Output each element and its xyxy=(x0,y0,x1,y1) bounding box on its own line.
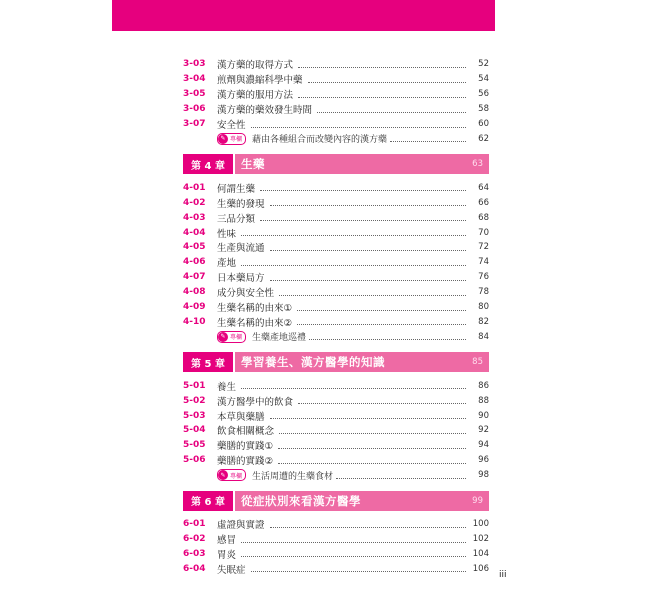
entry-number: 5-04 xyxy=(183,425,206,436)
entry-page: 86 xyxy=(478,380,489,391)
leader-dots xyxy=(241,556,466,557)
toc-entry[interactable] xyxy=(183,102,489,117)
leader-dots xyxy=(317,112,466,113)
page-number: iii xyxy=(499,570,507,580)
entry-page: 100 xyxy=(472,519,489,530)
leader-dots xyxy=(270,527,466,528)
toc-entry[interactable] xyxy=(183,517,489,532)
leader-dots xyxy=(298,97,466,98)
entry-title: 藥膳的實踐① xyxy=(217,441,274,453)
leader-dots xyxy=(241,542,466,543)
entry-number: 4-08 xyxy=(183,287,206,298)
entry-page: 92 xyxy=(478,425,489,436)
column-page: 98 xyxy=(478,470,489,481)
column-entry[interactable] xyxy=(183,329,489,344)
entry-number: 5-03 xyxy=(183,410,206,421)
entry-number: 5-05 xyxy=(183,440,206,451)
entry-number: 4-02 xyxy=(183,197,206,208)
toc-entry[interactable] xyxy=(183,195,489,210)
leader-dots xyxy=(298,67,466,68)
toc-entry[interactable] xyxy=(183,532,489,547)
entry-title: 漢方藥的取得方式 xyxy=(217,60,294,72)
entry-page: 52 xyxy=(478,59,489,70)
entry-number: 4-04 xyxy=(183,227,206,238)
entry-title: 何謂生藥 xyxy=(217,183,256,195)
chapter-header xyxy=(183,352,489,372)
leader-dots xyxy=(241,388,466,389)
toc-entry[interactable] xyxy=(183,408,489,423)
header-color-bar xyxy=(112,0,495,31)
entry-page: 88 xyxy=(478,395,489,406)
column-title: 藉由各種組合而改變內容的漢方藥 xyxy=(252,135,388,146)
entry-page: 72 xyxy=(478,242,489,253)
entry-title: 三品分類 xyxy=(217,213,256,225)
toc-entry[interactable] xyxy=(183,255,489,270)
leader-dots xyxy=(251,127,466,128)
chapter-label: 第 4 章 xyxy=(183,154,233,174)
leader-dots xyxy=(241,235,466,236)
entry-page: 96 xyxy=(478,455,489,466)
entry-title: 日本藥局方 xyxy=(217,273,265,285)
column-badge xyxy=(217,331,246,343)
chapter-label: 第 6 章 xyxy=(183,491,233,511)
toc-entry[interactable] xyxy=(183,546,489,561)
entry-title: 飲食相關概念 xyxy=(217,426,275,438)
entry-page: 58 xyxy=(478,104,489,115)
table-of-contents xyxy=(183,57,489,576)
entry-number: 5-06 xyxy=(183,455,206,466)
entry-title: 生藥的發現 xyxy=(217,198,265,210)
leader-dots xyxy=(309,339,466,340)
entry-page: 64 xyxy=(478,182,489,193)
chapter-title: 生藥 xyxy=(235,154,443,174)
entry-page: 106 xyxy=(472,563,489,574)
chapter-page: 85 xyxy=(443,352,489,372)
entry-title: 安全性 xyxy=(217,120,246,131)
chapter-title: 從症狀別來看漢方醫學 xyxy=(235,491,443,511)
column-entry[interactable] xyxy=(183,131,489,146)
leader-dots xyxy=(278,448,466,449)
leader-dots xyxy=(308,82,466,83)
entry-title: 生藥名稱的由來② xyxy=(217,317,293,329)
entry-number: 3-06 xyxy=(183,104,206,115)
toc-entry[interactable] xyxy=(183,57,489,72)
column-badge xyxy=(217,133,246,145)
column-badge xyxy=(217,469,246,481)
entry-title: 漢方藥的服用方法 xyxy=(217,90,294,102)
toc-entry[interactable] xyxy=(183,453,489,468)
column-title: 生藥產地巡禮 xyxy=(252,333,307,344)
leader-dots xyxy=(336,478,466,479)
entry-page: 66 xyxy=(478,197,489,208)
toc-entry[interactable] xyxy=(183,180,489,195)
entry-title: 養生 xyxy=(217,381,237,393)
leader-dots xyxy=(270,280,466,281)
toc-entry[interactable] xyxy=(183,117,489,132)
entry-title: 漢方醫學中的飲食 xyxy=(217,396,294,408)
chapter-header xyxy=(183,491,489,511)
entry-title: 漢方藥的藥效發生時間 xyxy=(217,105,313,117)
column-badge-label: 專欄 xyxy=(230,334,243,342)
entry-title: 煎劑與濃縮科學中藥 xyxy=(217,75,303,87)
toc-entry[interactable] xyxy=(183,240,489,255)
entry-number: 3-07 xyxy=(183,119,206,129)
entry-page: 94 xyxy=(478,440,489,451)
entry-page: 90 xyxy=(478,410,489,421)
leader-dots xyxy=(298,403,466,404)
entry-page: 102 xyxy=(472,534,489,545)
entry-number: 5-01 xyxy=(183,380,206,391)
entry-title: 性味 xyxy=(217,228,237,240)
leader-dots xyxy=(297,324,466,325)
entry-page: 104 xyxy=(472,548,489,559)
column-badge-label: 專欄 xyxy=(230,472,243,480)
leader-dots xyxy=(279,295,466,296)
toc-entry[interactable] xyxy=(183,270,489,285)
leader-dots xyxy=(270,418,466,419)
toc-entry[interactable] xyxy=(183,314,489,329)
leader-dots xyxy=(278,463,466,464)
chapter-page: 99 xyxy=(443,491,489,511)
column-icon: ✎ xyxy=(218,332,228,342)
toc-entry[interactable] xyxy=(183,285,489,300)
entry-number: 5-02 xyxy=(183,395,206,406)
entry-page: 54 xyxy=(478,74,489,85)
entry-number: 4-05 xyxy=(183,242,206,253)
entry-number: 6-03 xyxy=(183,548,206,559)
entry-page: 70 xyxy=(478,227,489,238)
column-icon: ✎ xyxy=(218,134,228,144)
leader-dots xyxy=(297,310,466,311)
toc-entry[interactable] xyxy=(183,300,489,315)
entry-number: 6-04 xyxy=(183,563,206,574)
entry-page: 78 xyxy=(478,287,489,298)
leader-dots xyxy=(260,220,466,221)
entry-page: 74 xyxy=(478,257,489,268)
toc-entry[interactable] xyxy=(183,561,489,576)
column-page: 84 xyxy=(478,331,489,342)
toc-entry[interactable] xyxy=(183,210,489,225)
entry-title: 胃炎 xyxy=(217,549,237,561)
chapter-header xyxy=(183,154,489,174)
entry-number: 4-10 xyxy=(183,316,206,327)
column-page: 62 xyxy=(478,133,489,144)
entry-title: 產地 xyxy=(217,258,237,270)
entry-title: 感冒 xyxy=(217,535,237,547)
entry-title: 生藥名稱的由來① xyxy=(217,303,293,315)
entry-page: 76 xyxy=(478,272,489,283)
entry-number: 6-02 xyxy=(183,534,206,545)
toc-entry[interactable] xyxy=(183,378,489,393)
entry-number: 4-03 xyxy=(183,212,206,223)
column-title: 生活周遭的生藥食材 xyxy=(252,471,334,482)
toc-entry[interactable] xyxy=(183,72,489,87)
leader-dots xyxy=(390,141,466,142)
entry-page: 60 xyxy=(478,119,489,129)
leader-dots xyxy=(270,250,466,251)
entry-page: 68 xyxy=(478,212,489,223)
entry-number: 4-07 xyxy=(183,272,206,283)
toc-entry[interactable] xyxy=(183,87,489,102)
leader-dots xyxy=(270,205,466,206)
entry-title: 藥膳的實踐② xyxy=(217,456,274,468)
toc-entry[interactable] xyxy=(183,393,489,408)
column-badge-label: 專欄 xyxy=(230,136,243,144)
toc-entry[interactable] xyxy=(183,438,489,453)
leader-dots xyxy=(260,190,466,191)
toc-entry[interactable] xyxy=(183,423,489,438)
entry-title: 生產與流通 xyxy=(217,243,265,255)
leader-dots xyxy=(251,571,466,572)
entry-title: 本草與藥膳 xyxy=(217,411,265,423)
entry-title: 虛證與實證 xyxy=(217,520,265,532)
entry-page: 82 xyxy=(478,316,489,327)
chapter-label: 第 5 章 xyxy=(183,352,233,372)
column-icon: ✎ xyxy=(218,470,228,480)
entry-title: 失眠症 xyxy=(217,564,246,576)
entry-number: 3-04 xyxy=(183,74,206,85)
leader-dots xyxy=(279,433,466,434)
entry-page: 80 xyxy=(478,302,489,313)
entry-number: 4-06 xyxy=(183,257,206,268)
entry-number: 6-01 xyxy=(183,519,206,530)
leader-dots xyxy=(241,265,466,266)
entry-number: 3-03 xyxy=(183,59,206,70)
chapter-title: 學習養生、漢方醫學的知識 xyxy=(235,352,443,372)
chapter-page: 63 xyxy=(443,154,489,174)
entry-title: 成分與安全性 xyxy=(217,288,275,300)
toc-entry[interactable] xyxy=(183,225,489,240)
entry-page: 56 xyxy=(478,89,489,100)
entry-number: 4-01 xyxy=(183,182,206,193)
column-entry[interactable] xyxy=(183,468,489,483)
entry-number: 3-05 xyxy=(183,89,206,100)
entry-number: 4-09 xyxy=(183,302,206,313)
